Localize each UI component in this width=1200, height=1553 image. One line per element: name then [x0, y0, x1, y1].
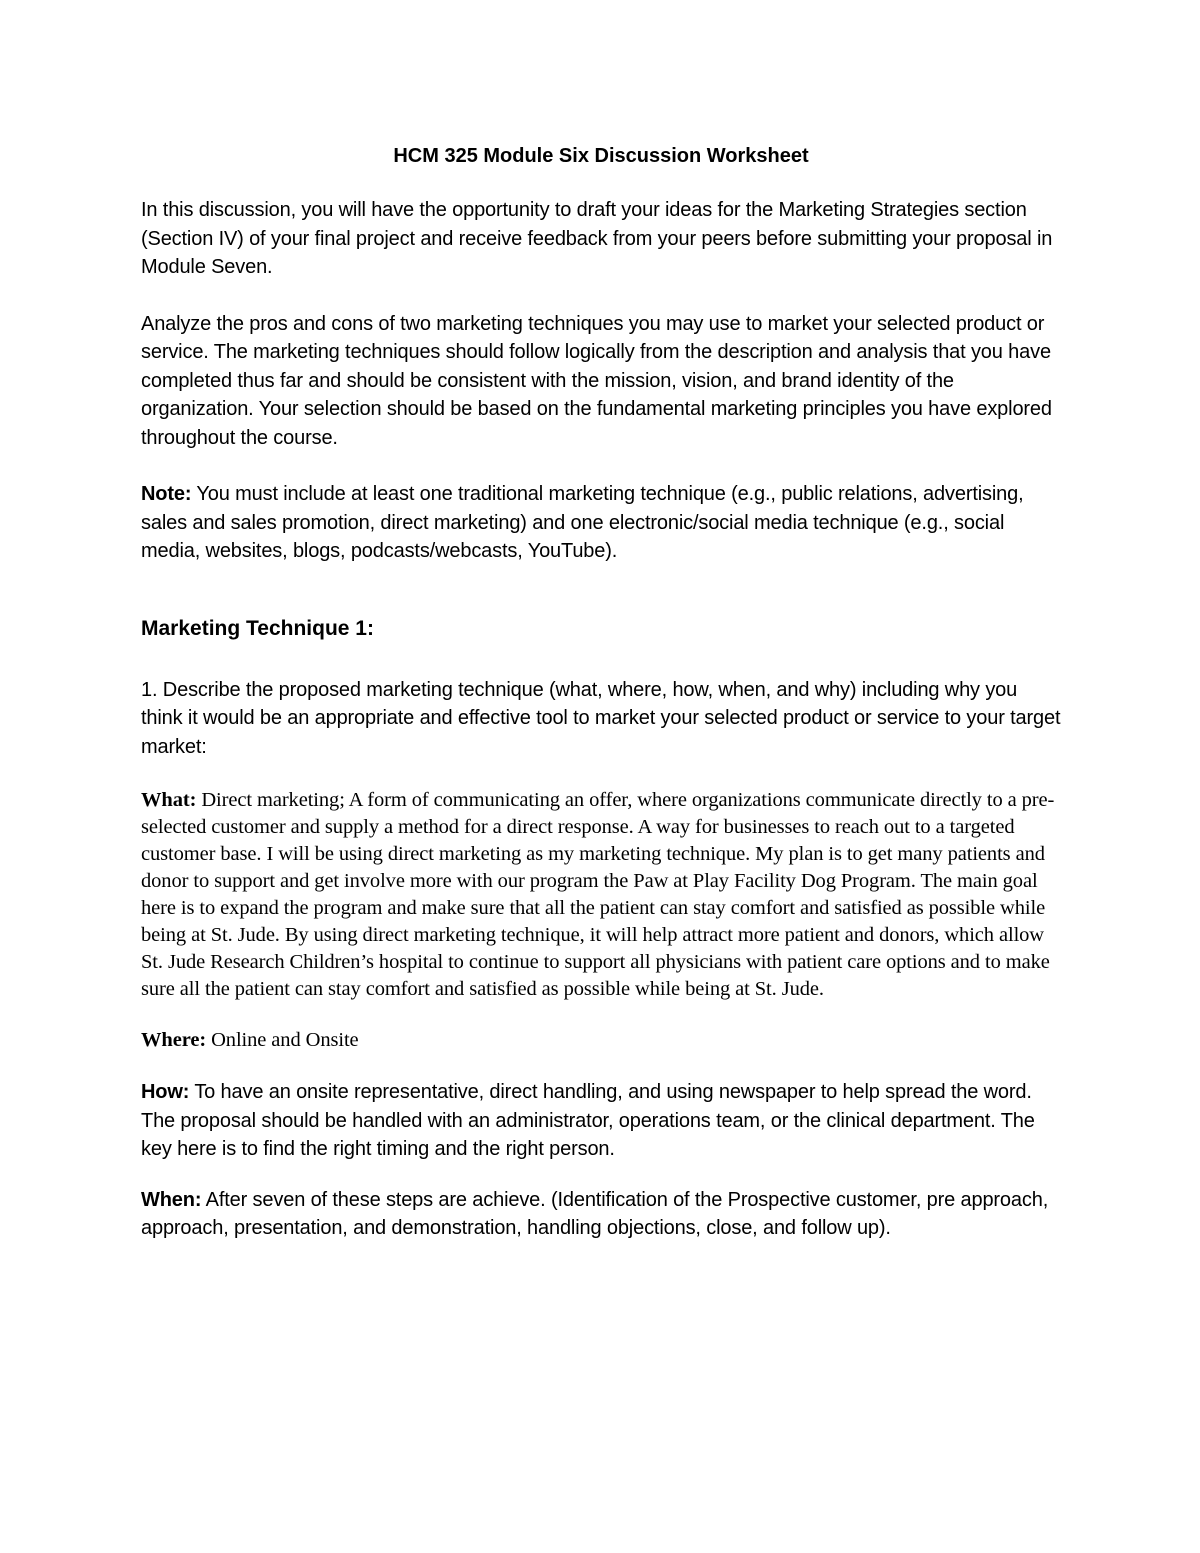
question-text: Describe the proposed marketing technique (what, where, how, when, and why) including why you think it would be an appropriate and effective tool to market your selected product or service to your target market: [141, 678, 1061, 758]
when-text: After seven of these steps are achieve. (Identification of the Prospective customer, pre approach, approach, presentation, and demonstration, handling objections, close, and follow up). [141, 1188, 1049, 1239]
question-1 [141, 676, 1061, 762]
document-title: HCM 325 Module Six Discussion Worksheet [393, 145, 809, 167]
how-label: How: [141, 1081, 190, 1103]
intro-paragraph: In this discussion, you will have the opportunity to draft your ideas for the Marketing Strategies section (Section IV) of your final project and receive feedback from your peers before submitting your proposal in Module Seven. [141, 199, 1053, 278]
when-label: When: [141, 1188, 202, 1211]
when-answer [141, 1186, 1061, 1243]
how-answer [141, 1078, 1061, 1164]
analyze-paragraph: Analyze the pros and cons of two marketing techniques you may use to market your selected product or service. The marketing techniques should follow logically from the description and analysis that you have completed thus far and should be consistent with the mission, vision, and brand identity of the organization. Your selection should be based on the fundamental marketing principles you have explored throughout the course. [141, 312, 1052, 449]
where-label: Where: [141, 1029, 207, 1051]
note-text: You must include at least one traditional marketing technique (e.g., public relations, advertising, sales and sales promotion, direct marketing) and one electronic/social media technique (e.g., social media, websites, blogs, podcasts/webcasts, YouTube). [141, 483, 1024, 562]
note-paragraph [141, 480, 1061, 566]
where-text: Online and Onsite [206, 1029, 359, 1051]
note-label: Note: [141, 483, 192, 505]
document-page [141, 138, 1061, 1243]
how-text: To have an onsite representative, direct handling, and using newspaper to help spread the word. The proposal should be handled with an administrator, operations team, or the clinical department. The key here is to find the right timing and the right person. [141, 1081, 1035, 1160]
what-text: Direct marketing; A form of communicating an offer, where organizations communicate directly to a pre-selected customer and supply a method for a direct response. A way for businesses to reach out to a targeted customer base. I will be using direct marketing as my marketing technique. My plan is to get many patients and donor to support and get involve more with our program the Paw at Play Facility Dog Program. The main goal here is to expand the program and make sure that all the patient can stay comfort and satisfied as possible while being at St. Jude. By using direct marketing technique, it will help attract more patient and donors, which allow St. Jude Research Children’s hospital to continue to support all physicians with patient care options and to make sure all the patient can stay comfort and satisfied as possible while being at St. Jude. [141, 789, 1055, 1000]
question-number: 1. [141, 678, 158, 701]
technique-heading: Marketing Technique 1: [141, 616, 374, 640]
what-label: What: [141, 789, 197, 811]
where-answer [141, 1027, 1061, 1054]
what-answer [141, 787, 1061, 1003]
